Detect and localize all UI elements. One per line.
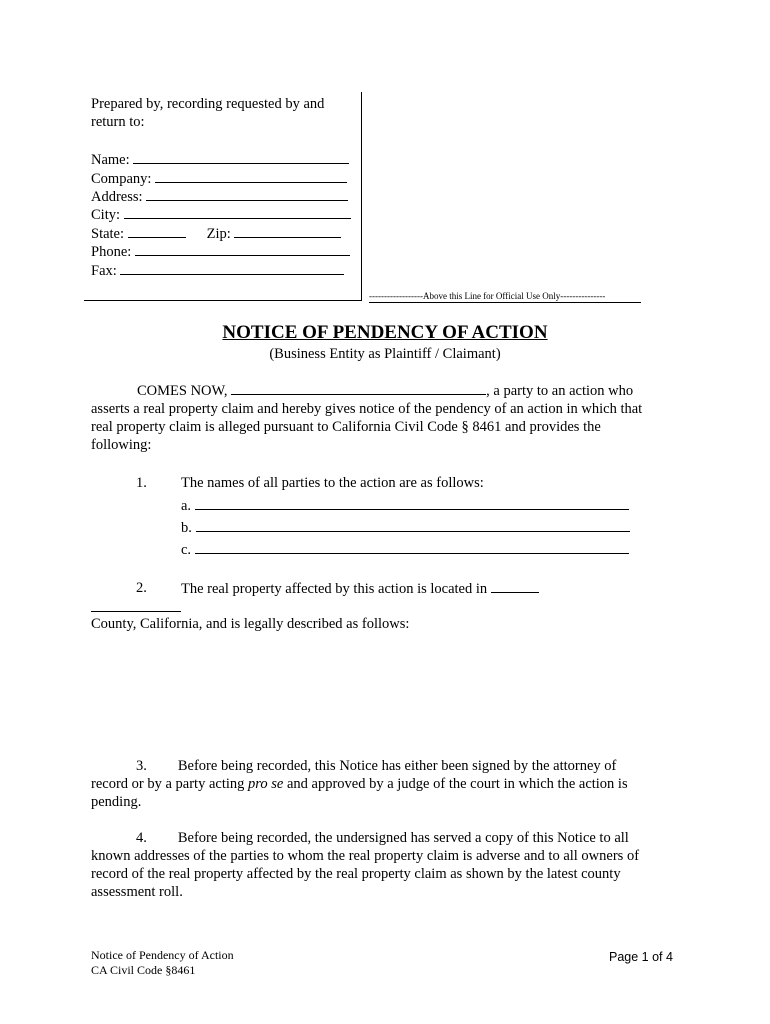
state-zip-line [91,224,353,242]
official-use-line: ------------------Above this Line for Official Use Only--------------- [369,291,641,303]
state-field[interactable] [128,224,186,238]
item2-number: 2. [136,580,147,596]
comes-now-label: COMES NOW, [137,383,228,399]
party-b-field[interactable] [196,518,630,532]
party-b-line [181,518,630,537]
company-field[interactable] [155,169,347,183]
intro-line3: real property claim is alleged pursuant to California Civil Code § 8461 and provides the [91,419,601,435]
city-label: City: [91,207,121,224]
party-c-field[interactable] [195,540,629,554]
recording-box-vertical-rule [361,92,362,300]
recording-requested-block [91,95,353,279]
item4-paragraph [91,829,681,901]
intro-line4: following: [91,437,152,453]
document-title [0,322,770,344]
item3-text-b-post: and approved by a judge of the court in which the action is [283,776,628,792]
footer-left [91,948,234,978]
fax-field[interactable] [120,261,344,275]
state-label: State: [91,225,125,242]
fax-label: Fax: [91,262,117,279]
recording-heading-line1: Prepared by, recording requested by and [91,96,325,112]
phone-line [91,242,353,260]
county-field-part1[interactable] [491,579,539,593]
city-field[interactable] [124,205,351,219]
item4-number: 4. [136,830,147,846]
name-label: Name: [91,152,130,169]
company-label: Company: [91,170,152,187]
item1-text: The names of all parties to the action are as follows: [181,475,484,491]
phone-label: Phone: [91,244,132,261]
item3-text-a: Before being recorded, this Notice has either been signed by the attorney of [177,758,617,774]
address-label: Address: [91,188,143,205]
intro-paragraph [91,381,681,454]
document-title-text: NOTICE OF PENDENCY OF ACTION [222,322,548,343]
recording-heading-line2: return to: [91,114,145,131]
item3-paragraph [91,757,681,811]
item4-text-b: known addresses of the parties to whom the real property claim is adverse and to all owners of [91,848,640,864]
party-a-field[interactable] [195,496,629,510]
company-line [91,169,353,187]
party-a-line [181,496,629,515]
zip-field[interactable] [234,224,341,238]
name-line [91,150,353,168]
item2-line2: County, California, and is legally described as follows: [91,616,410,632]
fax-line [91,261,353,279]
footer-doc-name: Notice of Pendency of Action [91,948,234,962]
intro-line1-rest: , a party to an action who [486,383,634,399]
party-a-label: a. [181,498,192,514]
name-field[interactable] [133,150,349,164]
item3-number: 3. [136,758,147,774]
party-name-field[interactable] [231,381,486,395]
footer-page-number: Page 1 of 4 [609,950,673,964]
party-b-label: b. [181,520,192,536]
city-line [91,205,353,223]
county-field-part2[interactable] [91,598,181,612]
footer-code: CA Civil Code §8461 [91,963,196,977]
item1-number: 1. [136,475,147,491]
zip-label: Zip: [206,225,231,242]
item2-line [181,579,539,598]
address-line [91,187,353,205]
intro-line2: asserts a real property claim and hereby gives notice of the pendency of an action in which that [91,401,643,417]
party-c-line [181,540,629,559]
address-field[interactable] [146,187,348,201]
document-subtitle: (Business Entity as Plaintiff / Claimant) [269,346,501,362]
item4-text-d: assessment roll. [91,884,183,900]
item3-text-b-pre: record or by a party acting [91,776,249,792]
item4-text-c: record of the real property affected by the real property claim as shown by the latest county [91,866,621,882]
item2-text: The real property affected by this action is located in [181,581,488,597]
item3-text-c: pending. [91,794,142,810]
item3-pro-se: pro se [248,776,284,792]
item4-text-a: Before being recorded, the undersigned has served a copy of this Notice to all [177,830,629,846]
recording-box-bottom-rule [84,300,362,301]
phone-field[interactable] [135,242,350,256]
party-c-label: c. [181,542,192,558]
